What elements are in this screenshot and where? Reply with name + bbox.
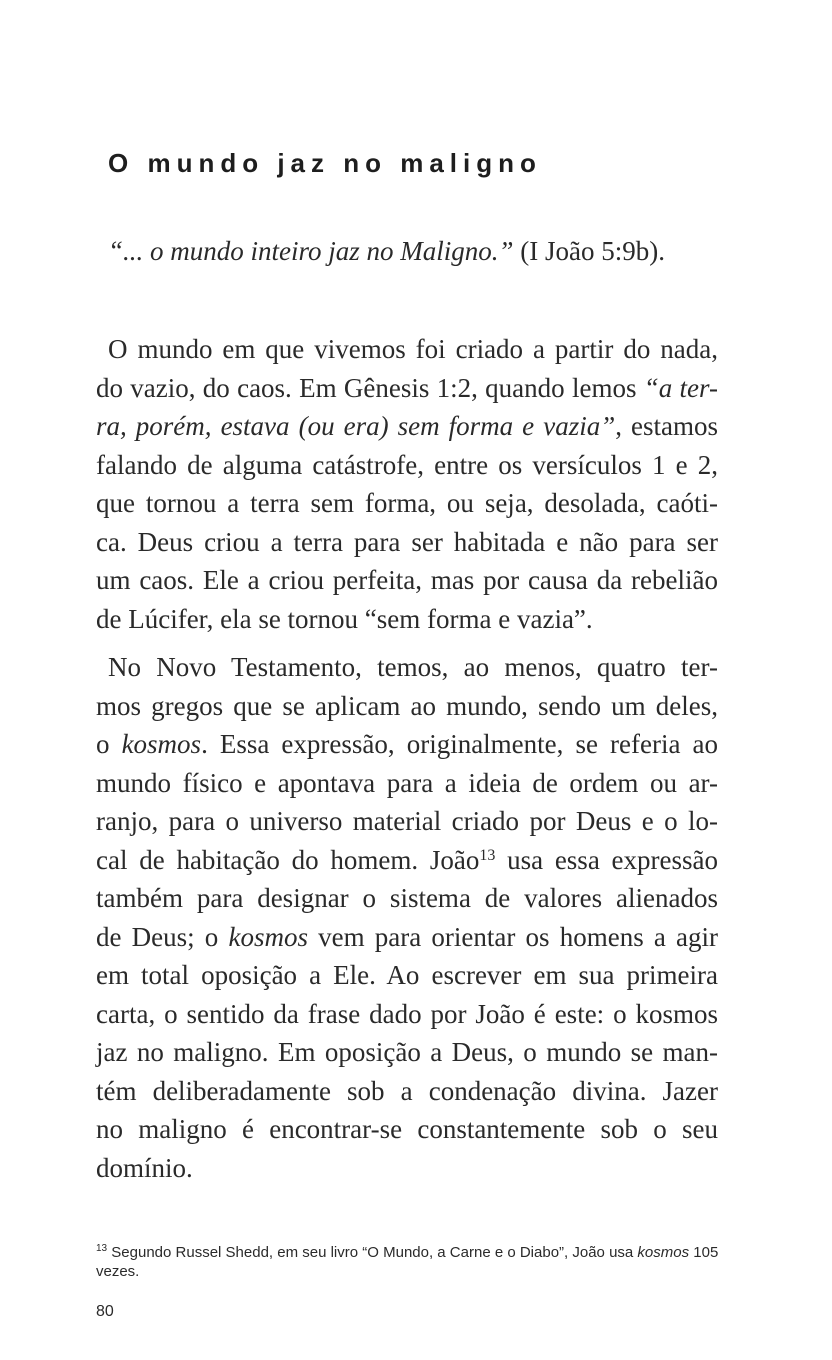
paragraph-1-line — [96, 446, 718, 485]
body-text — [96, 330, 718, 1187]
text-run: que tornou a terra sem forma, ou seja, desolada, caóti- — [96, 488, 718, 518]
text-run: no maligno é encontrar-se constantemente sob o seu — [96, 1114, 718, 1144]
paragraph-2-line — [96, 687, 718, 726]
text-run: de Lúcifer, ela se tornou “sem forma e vazia”. — [96, 603, 593, 634]
text-run: do vazio, do caos. Em Gênesis 1:2, quando lemos — [96, 372, 644, 403]
text-run: ca. Deus criou a terra para ser habitada e não para ser — [96, 526, 718, 557]
paragraph-2-line — [96, 1072, 718, 1111]
page-number: 80 — [96, 1303, 114, 1320]
text-run: cal de habitação do homem. João — [96, 844, 480, 875]
text-run: falando de alguma catástrofe, entre os versículos 1 e 2, — [96, 449, 718, 480]
paragraph-2-line — [96, 764, 718, 803]
paragraph-2-line — [96, 648, 718, 687]
text-run: também para designar o sistema de valores alienados — [96, 883, 718, 913]
epigraph-quote: “... o mundo inteiro jaz no Maligno.” — [108, 236, 514, 266]
italic-text: “a ter- — [643, 372, 718, 403]
text-run: tém deliberadamente sob a condenação divina. Jazer — [96, 1075, 718, 1106]
paragraph-2-line — [96, 1033, 718, 1072]
italic-text: kosmos — [228, 921, 308, 952]
text-run: O mundo em que vivemos foi criado a partir do nada, — [108, 334, 718, 364]
italic-text: kosmos — [121, 729, 202, 759]
paragraph-2-line — [96, 879, 718, 918]
text-run: , estamos — [615, 411, 718, 441]
paragraph-2-line — [96, 841, 718, 880]
paragraph-1-line — [96, 600, 718, 639]
footnote — [96, 1243, 726, 1281]
paragraph-1-line — [96, 369, 718, 408]
text-run: No Novo Testamento, temos, ao menos, quatro ter- — [108, 652, 718, 682]
paragraph-2-line — [96, 918, 718, 957]
paragraph-1 — [96, 330, 718, 638]
text-run: um caos. Ele a criou perfeita, mas por causa da rebelião — [96, 565, 718, 595]
paragraph-2-line — [96, 1110, 718, 1149]
text-run: domínio. — [96, 1152, 193, 1183]
footnote-text-after: 105 vezes. — [96, 1244, 719, 1280]
text-run: jaz no maligno. Em oposição a Deus, o mundo se man- — [96, 1037, 718, 1067]
footnote-text-before: Segundo Russel Shedd, em seu livro “O Mundo, a Carne e o Diabo”, João usa — [107, 1244, 638, 1261]
text-run: vem para orientar os homens a agir — [307, 921, 719, 952]
text-run: carta, o sentido da frase dado por João é este: o kosmos — [96, 998, 718, 1029]
text-run: mos gregos que se aplicam ao mundo, sendo um deles, — [96, 690, 718, 721]
paragraph-2-line — [96, 1149, 718, 1188]
epigraph — [108, 236, 748, 267]
paragraph-2-line — [96, 725, 718, 764]
text-run: mundo físico e apontava para a ideia de ordem ou ar- — [96, 767, 718, 798]
paragraph-2-line — [96, 995, 718, 1034]
text-run: de Deus; o — [96, 921, 229, 952]
paragraph-1-line — [96, 484, 718, 523]
paragraph-2-line — [96, 802, 718, 841]
text-run: o — [96, 729, 122, 759]
paragraph-1-line — [96, 330, 718, 369]
footnote-marker: 13 — [96, 1243, 108, 1254]
epigraph-reference: (I João 5:9b). — [513, 236, 665, 266]
text-run: em total oposição a Ele. Ao escrever em sua primeira — [96, 960, 718, 990]
paragraph-1-line — [96, 561, 718, 600]
paragraph-1-line — [96, 523, 718, 562]
text-run: . Essa expressão, originalmente, se referia ao — [201, 729, 718, 759]
paragraph-1-line — [96, 407, 718, 446]
italic-text: ra, porém, estava (ou era) sem forma e vazia” — [96, 411, 616, 441]
footnote-reference: 13 — [479, 846, 496, 864]
chapter-heading: O mundo jaz no maligno — [108, 148, 542, 178]
text-run: ranjo, para o universo material criado por Deus e o lo- — [96, 806, 718, 836]
footnote-italic: kosmos — [637, 1244, 690, 1261]
paragraph-2-line — [96, 956, 718, 995]
text-run: usa essa expressão — [495, 844, 719, 875]
paragraph-2 — [96, 648, 718, 1187]
